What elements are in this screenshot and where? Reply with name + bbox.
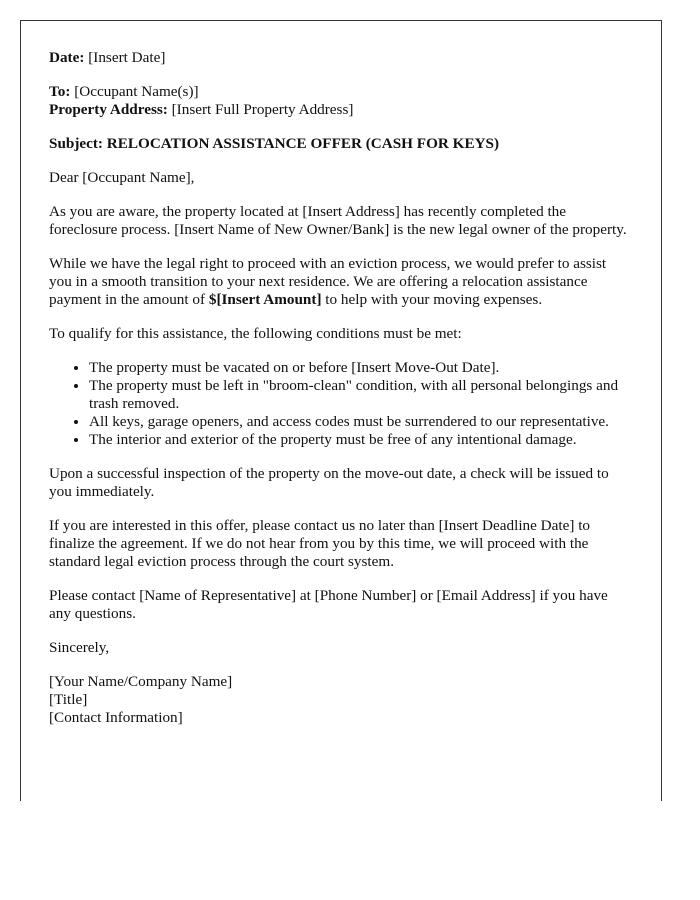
condition-item: • The interior and exterior of the property must be free of any intentional damage.: [89, 431, 629, 449]
subject-line: Subject: RELOCATION ASSISTANCE OFFER (CASH FOR KEYS): [49, 135, 500, 152]
recipient-block: To: [Occupant Name(s)] Property Address: [Insert Full Property Address]: [49, 83, 354, 118]
closing: Sincerely,: [49, 639, 110, 656]
offer-amount: $[Insert Amount]: [208, 291, 322, 308]
date-line: Date: [Insert Date]: [49, 49, 166, 66]
paragraph-deadline: If you are interested in this offer, please contact us no later than [Insert Deadline Date] to finalize the agreement. If we do not hear from you by this time, we will proceed with the standard legal eviction process through the court system.: [49, 517, 591, 570]
paragraph-inspection: Upon a successful inspection of the property on the move-out date, a check will be issued to you immediately.: [49, 465, 609, 500]
salutation: Dear [Occupant Name],: [49, 169, 195, 186]
paragraph-offer: While we have the legal right to proceed with an eviction process, we would prefer to assist you in a smooth transition to your next residence. We are offering a relocation assistance payment in the amount of $[Insert Amount] to help with your moving expenses.: [49, 255, 607, 308]
conditions-list: [49, 359, 629, 449]
letter-page: [20, 20, 662, 801]
signature-block: [Your Name/Company Name] [Title] [Contact Information]: [49, 673, 233, 726]
paragraph-foreclosure: As you are aware, the property located at [Insert Address] has recently completed the foreclosure process. [Insert Name of New Owner/Bank] is the new legal owner of the property.: [49, 203, 627, 238]
condition-item: • All keys, garage openers, and access codes must be surrendered to our representative.: [89, 413, 629, 431]
paragraph-contact: Please contact [Name of Representative] at [Phone Number] or [Email Address] if you have any questions.: [49, 587, 608, 622]
condition-item: • The property must be left in "broom-clean" condition, with all personal belongings and trash removed.: [89, 377, 629, 413]
paragraph-conditions-intro: To qualify for this assistance, the following conditions must be met:: [49, 325, 462, 342]
condition-item: • The property must be vacated on or before [Insert Move-Out Date].: [89, 359, 629, 377]
